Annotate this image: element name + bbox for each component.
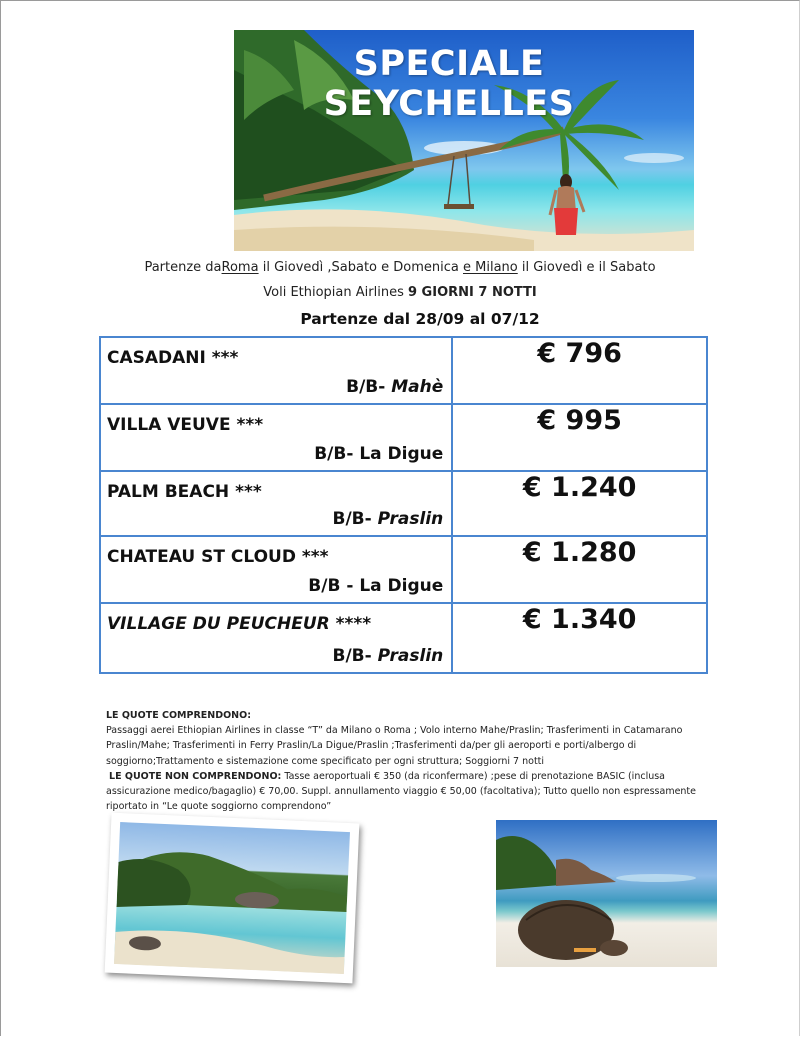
hotel-name: VILLA VEUVE *** [107, 415, 264, 435]
island-location: Mahè [391, 377, 444, 397]
hero-banner-image [234, 30, 694, 251]
price-cell [452, 536, 707, 603]
offer-row [100, 603, 707, 673]
departures-prefix: Partenze da [144, 260, 222, 275]
board-type: B/B- [346, 377, 392, 397]
tortoise-image [496, 820, 717, 967]
flights-duration: 9 GIORNI 7 NOTTI [407, 285, 537, 300]
excluded-text: Tasse aeroportuali € 350 (da riconfermare) ;pese di prenotazione BASIC (inclusa assicurazione medico/bagaglio) € 70,00. Suppl. annullamento viaggio € 50,00 (facoltativa); Tutto quello non espressamente riportato in “Le quote soggiorno comprendono” [106, 770, 697, 813]
excluded-heading: LE QUOTE NON COMPRENDONO: [109, 770, 282, 782]
departures-days-milano: il Giovedì e il Sabato [517, 260, 656, 275]
offer-row [100, 404, 707, 471]
price-value: € 1.280 [522, 537, 637, 568]
board-and-location [314, 444, 443, 464]
hotel-name: CASADANI *** [107, 348, 239, 368]
board-and-location [333, 509, 444, 529]
tortoise-beach-photo [496, 820, 717, 967]
hero-title: SPECIALE SEYCHELLES [323, 44, 575, 124]
price-cell [452, 404, 707, 471]
board-type: B/B- [332, 509, 378, 529]
island-location: Praslin [377, 509, 444, 529]
board-and-location [333, 646, 444, 666]
island-location: Praslin [377, 646, 444, 666]
beach-cove-image [114, 822, 350, 974]
included-heading: LE QUOTE COMPRENDONO: [106, 710, 252, 721]
beach-photo-left [105, 813, 360, 984]
flights-airline: Voli Ethiopian Airlines [263, 285, 408, 300]
hotel-cell [100, 603, 452, 673]
price-cell [452, 603, 707, 673]
hotel-cell [100, 536, 452, 603]
departures-days-roma: il Giovedì ,Sabato e Domenica [258, 260, 463, 275]
price-cell [452, 471, 707, 536]
hotel-cell [100, 404, 452, 471]
price-value: € 1.240 [522, 472, 637, 503]
dates-line: Partenze dal 28/09 al 07/12 [300, 310, 540, 328]
price-value: € 796 [537, 338, 622, 369]
price-cell [452, 337, 707, 404]
offer-row [100, 536, 707, 603]
hotel-cell [100, 471, 452, 536]
island-location: La Digue [359, 576, 444, 596]
hotel-cell [100, 337, 452, 404]
price-value: € 995 [537, 405, 622, 436]
board-and-location [308, 576, 443, 596]
price-table [99, 336, 708, 674]
notes-block [106, 708, 706, 814]
hotel-name: PALM BEACH *** [107, 482, 262, 502]
departures-city-milano: e Milano [463, 260, 518, 275]
offer-row [100, 471, 707, 536]
included-text: Passaggi aerei Ethiopian Airlines in classe “T” da Milano o Roma ; Volo interno Mahe/Praslin; Trasferimenti in Catamarano Praslin/Mahe; Trasferimenti in Ferry Praslin/La Digue/Praslin ;Trasferimenti da/per gli aeroporti e porti/albergo di soggiorno;Trattamento e sistemazione come specificato per ogni struttura; Soggiorni 7 notti [106, 725, 683, 767]
board-type: B/B- [314, 444, 360, 464]
hotel-name: CHATEAU ST CLOUD *** [107, 547, 329, 567]
board-type: B/B- [332, 646, 378, 666]
board-type: B/B - [308, 576, 360, 596]
hotel-name: VILLAGE DU PEUCHEUR **** [107, 614, 372, 634]
flights-line [0, 285, 800, 300]
board-and-location [346, 377, 443, 397]
departures-line [0, 260, 800, 275]
departures-city-roma: Roma [221, 260, 259, 275]
island-location: La Digue [359, 444, 444, 464]
offer-row [100, 337, 707, 404]
price-value: € 1.340 [522, 604, 637, 635]
